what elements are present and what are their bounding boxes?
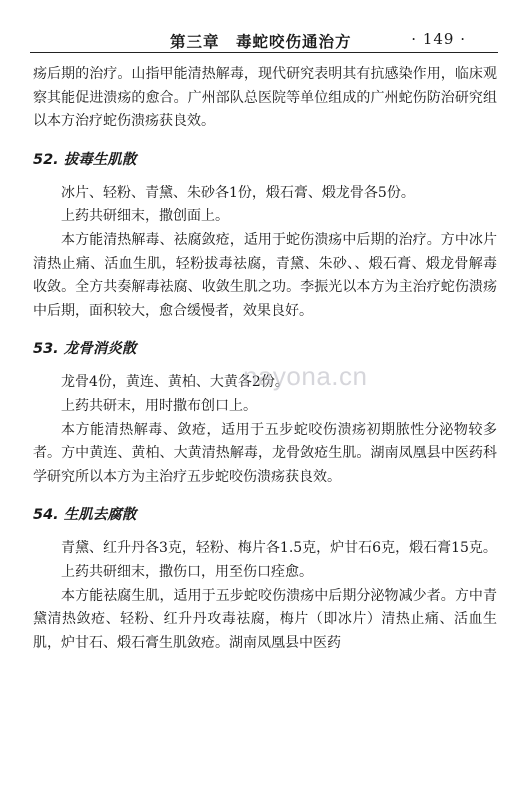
site-watermark: nayona.cn [243, 361, 368, 391]
section-53-title: 53. 龙骨消炎散 [33, 341, 137, 358]
section-52-ingredients: 冰片、轻粉、青黛、朱砂各1份，煅石膏、煅龙骨各5份。 [61, 184, 415, 201]
section-54-description: 本方能祛腐生肌，适用于五步蛇咬伤溃疡中后期分泌物减少者。方中青黛清热敛疮、轻粉、红升丹攻毒祛腐，梅片（即冰片）清热止痛、活血生肌，炉甘石、煅石膏生肌敛疮。湖南凤凰县中医药 [33, 587, 497, 651]
section-52-usage: 上药共研细末，撒创面上。 [61, 208, 229, 225]
section-53-usage: 上药共研末，用时撒布创口上。 [61, 397, 257, 414]
section-52-description: 本方能清热解毒、祛腐敛疮，适用于蛇伤溃疡中后期的治疗。方中冰片清热止痛、活血生肌，轻粉拔毒祛腐，青黛、朱砂、、煅石膏、煅龙骨解毒收敛。全方共奏解毒祛腐、收敛生肌之功。李振光以本方为主治疗蛇伤溃疡中后期，面积较大，愈合缓慢者，效果良好。 [33, 231, 497, 319]
section-53-description: 本方能清热解毒、敛疮，适用于五步蛇咬伤溃疡初期脓性分泌物较多者。方中黄连、黄柏、大黄清热解毒，龙骨敛疮生肌。湖南凤凰县中医药科学研究所以本方为主治疗五步蛇咬伤溃疡获良效。 [33, 421, 497, 485]
page-body [33, 63, 497, 655]
section-54-ingredients: 青黛、红升丹各3克，轻粉、梅片各1.5克，炉甘石6克，煅石膏15克。 [61, 540, 497, 557]
running-header [30, 28, 498, 53]
section-54-title: 54. 生肌去腐散 [33, 507, 137, 524]
section-54-usage: 上药共研细末，撒伤口，用至伤口痊愈。 [61, 563, 313, 580]
section-52-title: 52. 拔毒生肌散 [33, 151, 137, 168]
section-53-ingredients: 龙骨4份，黄连、黄柏、大黄各2份。 [61, 374, 289, 391]
page-number: · 149 · [411, 30, 466, 48]
chapter-title: 第三章 毒蛇咬伤通治方 [170, 33, 352, 51]
intro-paragraph: 疡后期的治疗。山指甲能清热解毒，现代研究表明其有抗感染作用，临床观察其能促进溃疡的愈合。广州部队总医院等单位组成的广州蛇伤防治研究组以本方治疗蛇伤溃疡获良效。 [33, 66, 497, 130]
